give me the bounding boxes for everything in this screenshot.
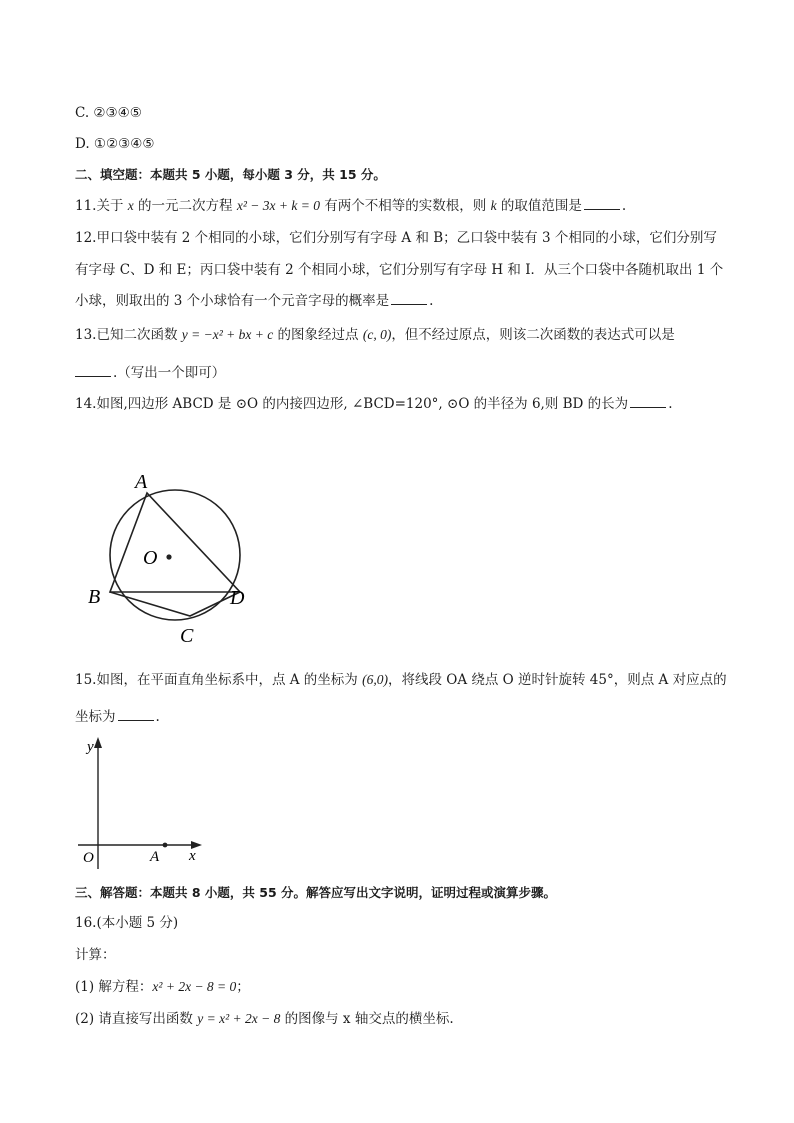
question-16-part-2 [75, 1010, 454, 1028]
question-16-part-1 [75, 978, 250, 996]
q12-end: . [429, 293, 434, 309]
question-15 [75, 671, 727, 689]
coordinate-axes-figure [78, 735, 208, 870]
q15-text-b: ，将线段 OA 绕点 O 逆时针旋转 45°，则点 A 对应点的 [387, 672, 727, 688]
q15-text-a: 15.如图，在平面直角坐标系中，点 A 的坐标为 [75, 672, 363, 688]
question-12-line-2: 有字母 C、D 和 E；丙口袋中装有 2 个相同小球，它们分别写有字母 H 和 I．从三个口袋中各随机取出 1 个 [75, 262, 724, 278]
label-d: D [230, 587, 245, 609]
answer-blank[interactable] [584, 197, 620, 210]
label-b: B [88, 586, 101, 608]
q13-text-a: 13.已知二次函数 [75, 327, 182, 343]
q15-end: . [155, 709, 160, 725]
question-12-line-1: 12.甲口袋中装有 2 个相同的小球，它们分别写有字母 A 和 B；乙口袋中装有 3 个相同的小球，它们分别写 [75, 230, 717, 246]
answer-blank[interactable] [75, 364, 111, 377]
label-x: x [189, 848, 196, 864]
q11-text-c: 有两个不相等的实数根，则 [319, 198, 491, 214]
q14-end: . [668, 396, 673, 412]
q15-text-c: 坐标为 [75, 709, 116, 725]
answer-blank[interactable] [118, 708, 154, 721]
q14-text: 14.如图,四边形 ABCD 是 ⊙O 的内接四边形, ∠BCD=120°, ⊙O 的半径为 6,则 BD 的长为 [75, 396, 629, 412]
q16-p2-equation: y = x² + 2x − 8 [197, 1011, 281, 1026]
option-d: D. ①②③④⑤ [75, 136, 155, 152]
q12-text: 小球，则取出的 3 个小球恰有一个元音字母的概率是 [75, 293, 390, 309]
question-15-line-2 [75, 708, 160, 726]
answer-blank[interactable] [630, 395, 666, 408]
center-dot [166, 554, 171, 559]
label-o: O [83, 850, 94, 866]
q11-text-a: 11.关于 [75, 198, 128, 214]
q11-equation: x² − 3x + k = 0 [236, 198, 320, 213]
q16-p1-end: ； [236, 979, 250, 995]
q13-text-c: ，但不经过原点，则该二次函数的表达式可以是 [391, 327, 675, 343]
question-13 [75, 326, 675, 344]
question-16-title: 16.(本小题 5 分) [75, 915, 179, 931]
q15-point: (6,0) [362, 672, 388, 687]
question-11 [75, 197, 626, 215]
q13-hint: .（写出一个即可） [113, 365, 226, 381]
section-3-header: 三、解答题：本题共 8 小题，共 55 分。解答应写出文字说明，证明过程或演算步骤。 [75, 885, 557, 900]
circle-quadrilateral-figure [80, 462, 270, 662]
q16-p1-equation: x² + 2x − 8 = 0 [152, 979, 237, 994]
label-a: A [150, 849, 160, 865]
q16-p1-text: (1) 解方程： [75, 979, 153, 995]
q11-var-k: k [490, 198, 497, 213]
q13-point: (c, 0) [362, 327, 392, 342]
q11-var-x: x [127, 198, 134, 213]
q13-text-b: 的图象经过点 [273, 327, 363, 343]
question-13-line-2 [75, 364, 225, 382]
segments-bc-cd [110, 592, 240, 616]
q13-equation: y = −x² + bx + c [181, 327, 274, 342]
question-12-line-3 [75, 292, 433, 310]
q11-text-b: 的一元二次方程 [133, 198, 237, 214]
option-c: C. ②③④⑤ [75, 105, 142, 121]
q11-end: . [621, 198, 627, 214]
label-c: C [180, 625, 194, 647]
question-14 [75, 395, 672, 413]
q16-p2-text-a: (2) 请直接写出函数 [75, 1011, 198, 1027]
label-o: O [143, 547, 158, 569]
question-16-instruction: 计算： [75, 947, 116, 963]
point-a [163, 843, 168, 848]
y-arrow [94, 737, 102, 748]
answer-blank[interactable] [391, 292, 427, 305]
section-2-header: 二、填空题：本题共 5 小题，每小题 3 分，共 15 分。 [75, 167, 386, 182]
label-y: y [87, 739, 94, 755]
q16-p2-text-b: 的图像与 x 轴交点的横坐标. [280, 1011, 454, 1027]
q11-text-d: 的取值范围是 [496, 198, 582, 214]
label-a: A [135, 471, 148, 493]
